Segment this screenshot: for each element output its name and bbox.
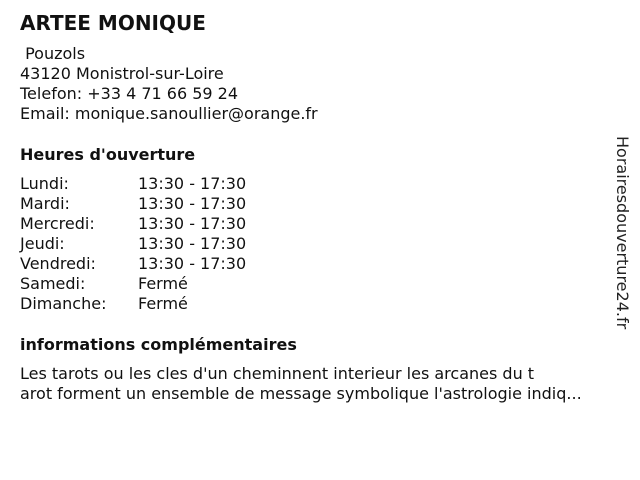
hours-row-saturday [20, 274, 246, 294]
day-label: Samedi: [20, 274, 86, 293]
hours-row-monday [20, 174, 246, 194]
hours-row-friday [20, 254, 246, 274]
time-value: Fermé [138, 294, 188, 313]
time-value: 13:30 - 17:30 [138, 194, 247, 213]
day-label: Vendredi: [20, 254, 96, 273]
description-line-2: arot forment un ensemble de message symbolique l'astrologie indiq... [20, 384, 582, 403]
street-line: Pouzols [20, 44, 86, 63]
time-value: 13:30 - 17:30 [138, 174, 247, 193]
opening-hours-table [20, 174, 246, 314]
day-label: Lundi: [20, 174, 69, 193]
hours-row-sunday [20, 294, 246, 314]
city-line: 43120 Monistrol-sur-Loire [20, 64, 224, 83]
description-line-1: Les tarots ou les cles d'un cheminnent interieur les arcanes du t [20, 364, 535, 383]
hours-row-thursday [20, 234, 246, 254]
day-label: Mardi: [20, 194, 70, 213]
hours-row-tuesday [20, 194, 246, 214]
phone-line: Telefon: +33 4 71 66 59 24 [20, 84, 239, 103]
business-name: ARTEE MONIQUE [20, 11, 206, 35]
opening-hours-heading: Heures d'ouverture [20, 145, 196, 164]
email-line: Email: monique.sanoullier@orange.fr [20, 104, 318, 123]
time-value: 13:30 - 17:30 [138, 234, 247, 253]
address-block [20, 44, 318, 124]
additional-info-heading: informations complémentaires [20, 335, 297, 354]
time-value: 13:30 - 17:30 [138, 214, 247, 233]
description-text [20, 364, 610, 404]
day-label: Jeudi: [20, 234, 65, 253]
hours-row-wednesday [20, 214, 246, 234]
day-label: Dimanche: [20, 294, 107, 313]
day-label: Mercredi: [20, 214, 95, 233]
site-watermark: Horairesdouverture24.fr [613, 136, 632, 330]
time-value: Fermé [138, 274, 188, 293]
time-value: 13:30 - 17:30 [138, 254, 247, 273]
